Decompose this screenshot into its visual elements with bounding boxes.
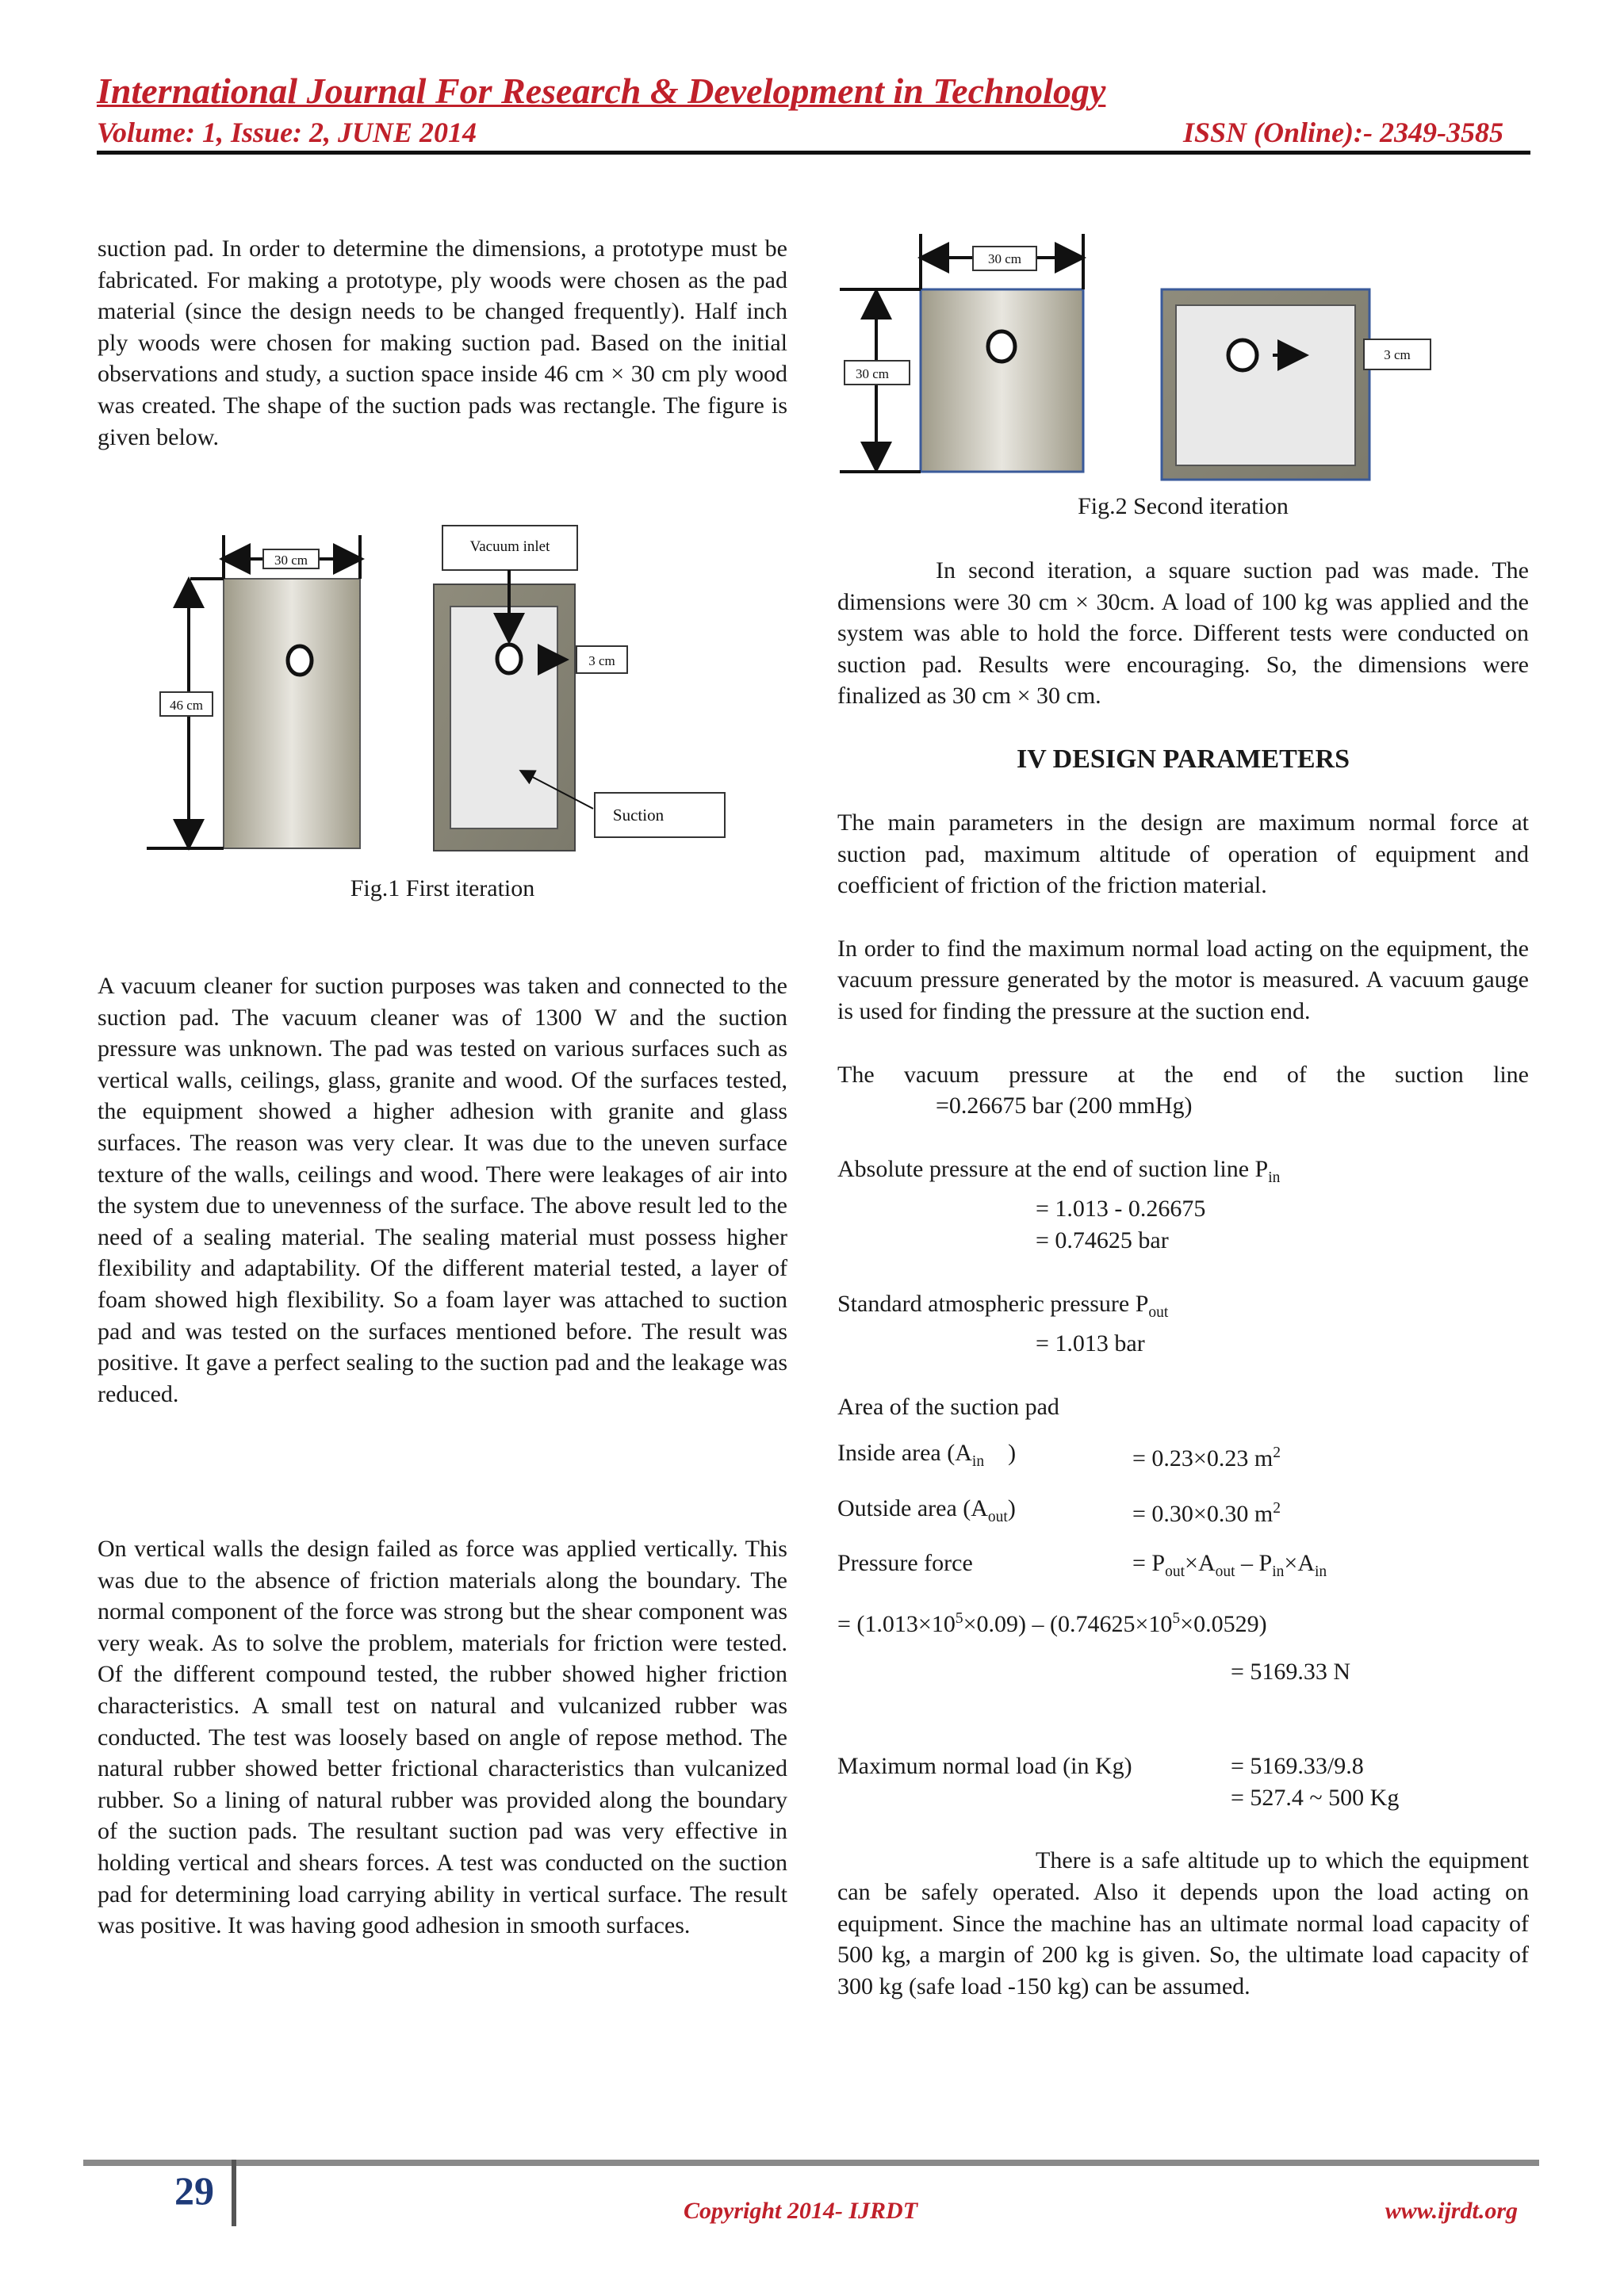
footer-divider [232,2160,236,2226]
pressure-force-result: = 5169.33 N [1231,1658,1351,1685]
absolute-pressure-result: = 0.74625 bar [1036,1226,1169,1253]
left-paragraph-1: suction pad. In order to determine the dimensions, a prototype must be fabricated. For making a prototype, ply woods were chosen as the pad material (since the design needs to be changed frequently). Half inch ply woods were chosen for making suction pad. Based on the initial observations and study, a suction space inside 46 cm × 30 cm ply wood was created. The shape of the suction pads was rectangle. The figure is given below. [98,235,787,450]
fig2-back-hole [1228,340,1257,370]
fig1-inlet-hole [288,646,312,675]
journal-issn: ISSN (Online):- 2349-3585 [1182,117,1503,148]
fig1-height-label: 46 cm [169,698,204,713]
fig1-offset-label: 3 cm [588,653,615,668]
header-rule [97,151,1530,155]
fig2-height-label: 30 cm [855,366,890,381]
fig1-back-hole [497,645,521,673]
inside-area-row: Inside area ($A_{in}$ ) = 0.23×0.23 $m^2$ [837,1440,1281,1472]
footer-copyright: Copyright 2014- IJRDT [684,2198,918,2224]
vacuum-pressure-value: =0.26675 bar (200 mmHg) [936,1093,1193,1119]
area-label: Area of the suction pad [837,1393,1059,1420]
pressure-force-row: Pressure force = $P_{out}\times A_{out} - P_{in}\times A_{in}$ [837,1550,1327,1581]
fig1-caption: Fig.1 First iteration [350,875,535,901]
fig1-inlet-label: Vacuum inlet [469,538,550,555]
journal-volume: Volume: 1, Issue: 2, JUNE 2014 [97,117,477,148]
fig1-pad-front [224,579,360,848]
fig1-width-label: 30 cm [274,553,308,568]
footer-rule [83,2160,1539,2166]
outside-area-row: Outside area $(A_{out})$ = 0.30×0.30 $m^2$ [837,1494,1281,1527]
max-load-row: Maximum normal load (in Kg) = 5169.33/9.8 [837,1753,1364,1780]
section-heading: IV DESIGN PARAMETERS [1016,744,1350,774]
right-column [837,555,1529,2002]
fig1-suction-label: Suction [612,806,665,825]
pressure-force-calc: = $(1.013\times 10^5\times 0.09) - (0.74625\times 10^5\times 0.0529)$ [837,1610,1267,1638]
fig1-suction-space [450,607,557,828]
right-paragraph-4: There is a safe altitude up to which the equipment can be safely operated. Also it depends upon the load acting on equipment. Since the machine has an ultimate normal load capacity of 500 kg, a margin of 200 kg is given. So, the ultimate load capacity of 300 kg (safe load -150 kg) can be assumed. [837,1847,1529,1999]
absolute-pressure-label: Absolute pressure at the end of suction line $P_{in}$ [837,1155,1281,1186]
left-paragraph-3: On vertical walls the design failed as force was applied vertically. This was due to the absence of friction materials along the boundary. The normal component of the force was strong but the shear component was very weak. As to solve the problem, materials for friction were tested. Of the different compound tested, the rubber showed higher friction characteristics. A small test on natural and vulcanized rubber was conducted. The test was loosely based on angle of repose method. The natural rubber showed better frictional characteristics than vulcanized rubber. So a lining of natural rubber was provided along the boundary of the suction pads. The resultant suction pad was very effective in holding vertical and shears forces. A test was conducted on the suction pad for determining load carrying ability in vertical surface. The result was positive. It was having good adhesion in smooth surfaces. [98,1536,787,1939]
fig2-inlet-hole [988,331,1015,362]
standard-pressure-value: = 1.013 bar [1036,1330,1145,1357]
fig2-suction-space [1176,305,1355,465]
right-paragraph-2: The main parameters in the design are maximum normal force at suction pad, maximum altitude of operation of equipment and coefficient of friction of the friction material. [837,809,1529,899]
standard-pressure-label: Standard atmospheric pressure $P_{out}$ [837,1290,1169,1321]
fig2-second-iteration [837,226,1439,496]
right-paragraph-1: In second iteration, a square suction pad was made. The dimensions were 30 cm × 30cm. A load of 100 kg was applied and the system was able to hold the force. Different tests were conducted on suction pad. Results were encouraging. So, the dimensions were finalized as 30 cm × 30 cm. [837,557,1529,710]
left-paragraph-2: A vacuum cleaner for suction purposes was taken and connected to the suction pad. The vacuum cleaner was of 1300 W and the suction pressure was unknown. The pad was tested on various surfaces such as vertical walls, ceilings, glass, granite and wood. Of the surfaces tested, the equipment showed a higher adhesion with granite and glass surfaces. The reason was very clear. It was due to the uneven surface texture of the walls, ceilings and wood. There were leakages of air into the system due to unevenness of the surface. The above result led to the need of a sealing material. The sealing material must possess higher flexibility and adaptability. Of the different material tested, a layer of foam showed high flexibility. So a foam layer was attached to suction pad and was tested on the surfaces mentioned before. The result was positive. It gave a perfect sealing to the suction pad and the leakage was reduced. [98,973,787,1407]
fig2-pad-front [921,289,1083,472]
fig2-caption: Fig.2 Second iteration [1078,493,1289,519]
max-load-result: = 527.4 ~ 500 Kg [1231,1784,1400,1811]
journal-title: International Journal For Research & Development in Technology [97,71,1106,111]
fig2-width-label: 30 cm [987,251,1022,266]
fig2-offset-label: 3 cm [1384,347,1411,362]
page-number: 29 [174,2168,214,2213]
absolute-pressure-calc: = 1.013 - 0.26675 [1036,1196,1206,1223]
fig1-first-iteration [143,519,730,868]
right-paragraph-3: In order to find the maximum normal load acting on the equipment, the vacuum pressure generated by the motor is measured. A vacuum gauge is used for finding the pressure at the suction end. [837,935,1529,1024]
footer-website[interactable]: www.ijrdt.org [1385,2198,1518,2224]
vacuum-pressure-line: The vacuum pressure at the end of the suction line [837,1061,1529,1088]
